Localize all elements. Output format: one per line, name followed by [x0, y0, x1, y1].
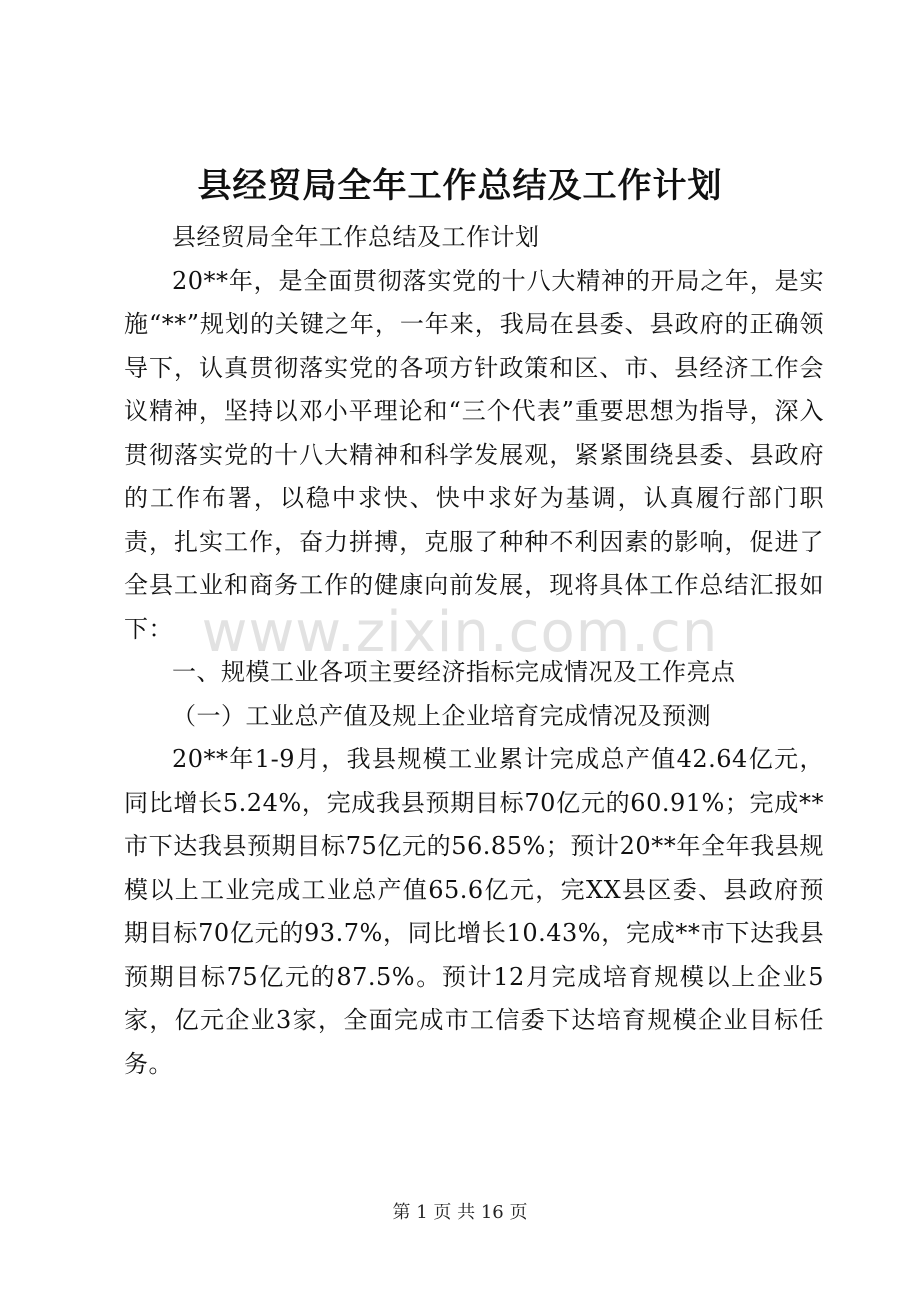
page-footer: 第 1 页 共 16 页 — [392, 1202, 528, 1223]
output-value-paragraph: 20**年1-9月，我县规模工业累计完成总产值42.64亿元，同比增长5.24%，完成我县预期目标70亿元的60.91%；完成**市下达我县预期目标75亿元的56.85%；预计20**年全年我县规模以上工业完成工业总产值65.6亿元，完XX县区委、县政府预期目标70亿元的93.7%，同比增长10.43%，完成**市下达我县预期目标75亿元的87.5%。预计12月完成培育规模以上企业5家，亿元企业3家，全面完成市工信委下达培育规模企业目标任务。 — [124, 745, 824, 1078]
subsection-heading: （一）工业总产值及规上企业培育完成情况及预测 — [172, 701, 711, 730]
document-title: 县经贸局全年工作总结及工作计划 — [197, 166, 723, 206]
watermark: www.zixin.com.cn — [201, 600, 719, 665]
document-body — [124, 216, 824, 1086]
subtitle-paragraph: 县经贸局全年工作总结及工作计划 — [172, 223, 540, 251]
intro-paragraph: 20**年，是全面贯彻落实党的十八大精神的开局之年，是实施“**”规划的关键之年，一年来，我局在县委、县政府的正确领导下，认真贯彻落实党的各项方针政策和区、市、县经济工作会议精神，坚持以邓小平理论和“三个代表”重要思想为指导，深入贯彻落实党的十八大精神和科学发展观，紧紧围绕县委、县政府的工作布署，以稳中求快、快中求好为基调，认真履行部门职责，扎实工作，奋力拼搏，克服了种种不利因素的影响，促进了全县工业和商务工作的健康向前发展，现将具体工作总结汇报如下： — [124, 266, 824, 643]
section-heading: 一、规模工业各项主要经济指标完成情况及工作亮点 — [172, 658, 736, 686]
